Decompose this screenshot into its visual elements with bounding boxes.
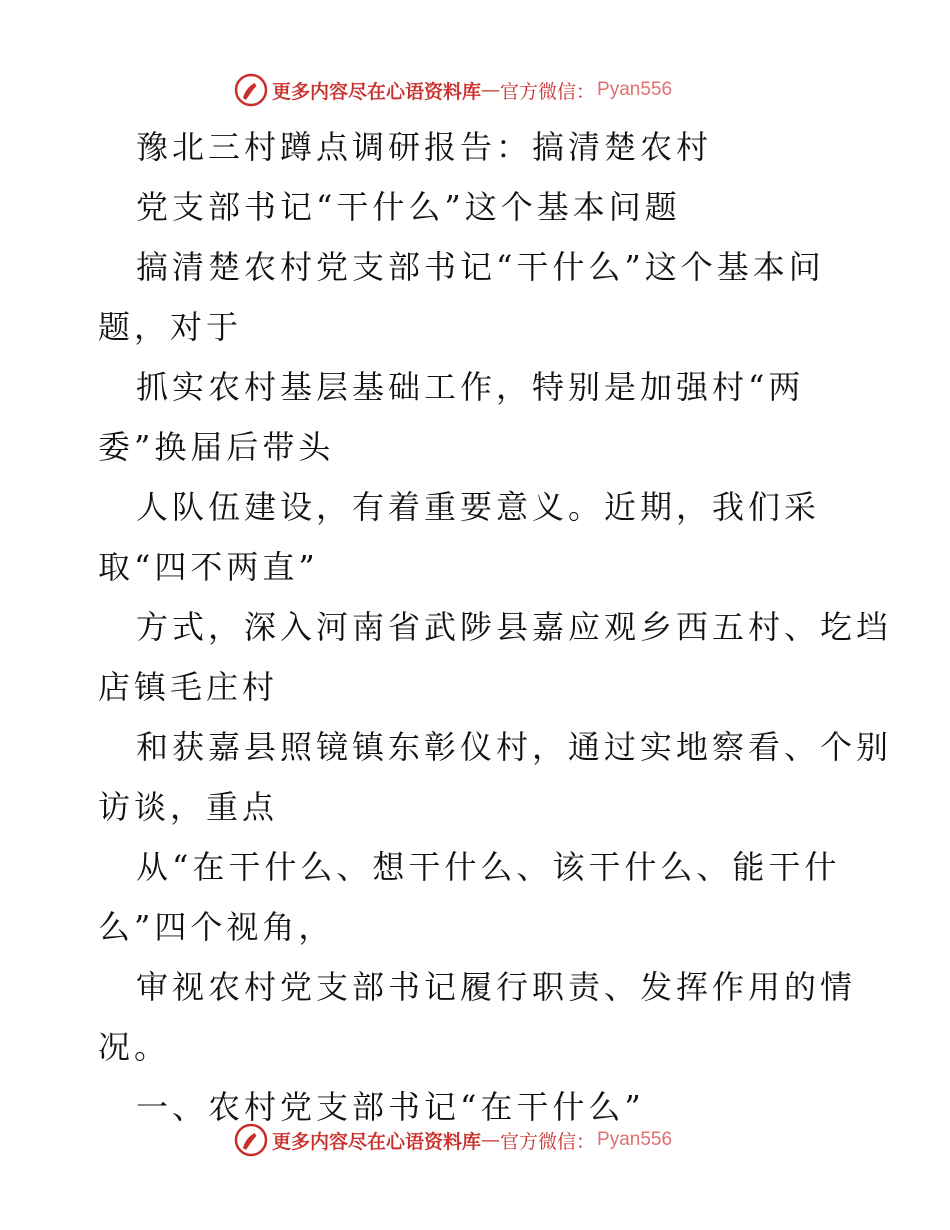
banner-wechat-id: Pyan556: [597, 79, 673, 100]
title-line-1: 豫北三村蹲点调研报告：搞清楚农村: [136, 128, 713, 166]
banner-wechat-label: 官方微信：: [500, 80, 596, 103]
paragraph-line: 况。: [98, 1028, 171, 1066]
paragraph-line: 人队伍建设，有着重要意义。近期，我们采: [136, 488, 821, 526]
banner-brand-text: 更多内容尽在心语资料库: [272, 80, 482, 103]
banner-separator: —: [481, 79, 501, 101]
footer-watermark-banner: [234, 1120, 672, 1160]
paragraph-line: 委”换届后带头: [98, 428, 335, 466]
paragraph-line: 搞清楚农村党支部书记“干什么”这个基本问: [136, 248, 825, 286]
banner-wechat-label: 官方微信：: [500, 1130, 596, 1153]
logo-icon: [234, 73, 268, 107]
banner-separator: —: [481, 1129, 501, 1151]
banner-brand-text: 更多内容尽在心语资料库: [272, 1130, 482, 1153]
header-watermark-banner: [234, 70, 672, 110]
paragraph-line: 抓实农村基层基础工作，特别是加强村“两: [136, 368, 805, 406]
paragraph-line: 审视农村党支部书记履行职责、发挥作用的情: [136, 968, 857, 1006]
paragraph-line: 和获嘉县照镜镇东彰仪村，通过实地察看、个别: [136, 728, 893, 766]
paragraph-line: 取“四不两直”: [98, 548, 319, 586]
paragraph-line: 么”四个视角，: [98, 908, 335, 946]
paragraph-line: 题，对于: [98, 308, 243, 346]
paragraph-line: 访谈，重点: [98, 788, 279, 826]
paragraph-line: 从“在干什么、想干什么、该干什么、能干什: [136, 848, 841, 886]
paragraph-line: 店镇毛庄村: [98, 668, 279, 706]
banner-wechat-id: Pyan556: [597, 1129, 673, 1150]
section-heading: 一、农村党支部书记“在干什么”: [136, 1088, 645, 1126]
paragraph-line: 方式，深入河南省武陟县嘉应观乡西五村、圪垱: [136, 608, 893, 646]
document-body: [98, 117, 893, 1137]
title-line-2: 党支部书记“干什么”这个基本问题: [136, 188, 681, 226]
logo-icon: [234, 1123, 268, 1157]
